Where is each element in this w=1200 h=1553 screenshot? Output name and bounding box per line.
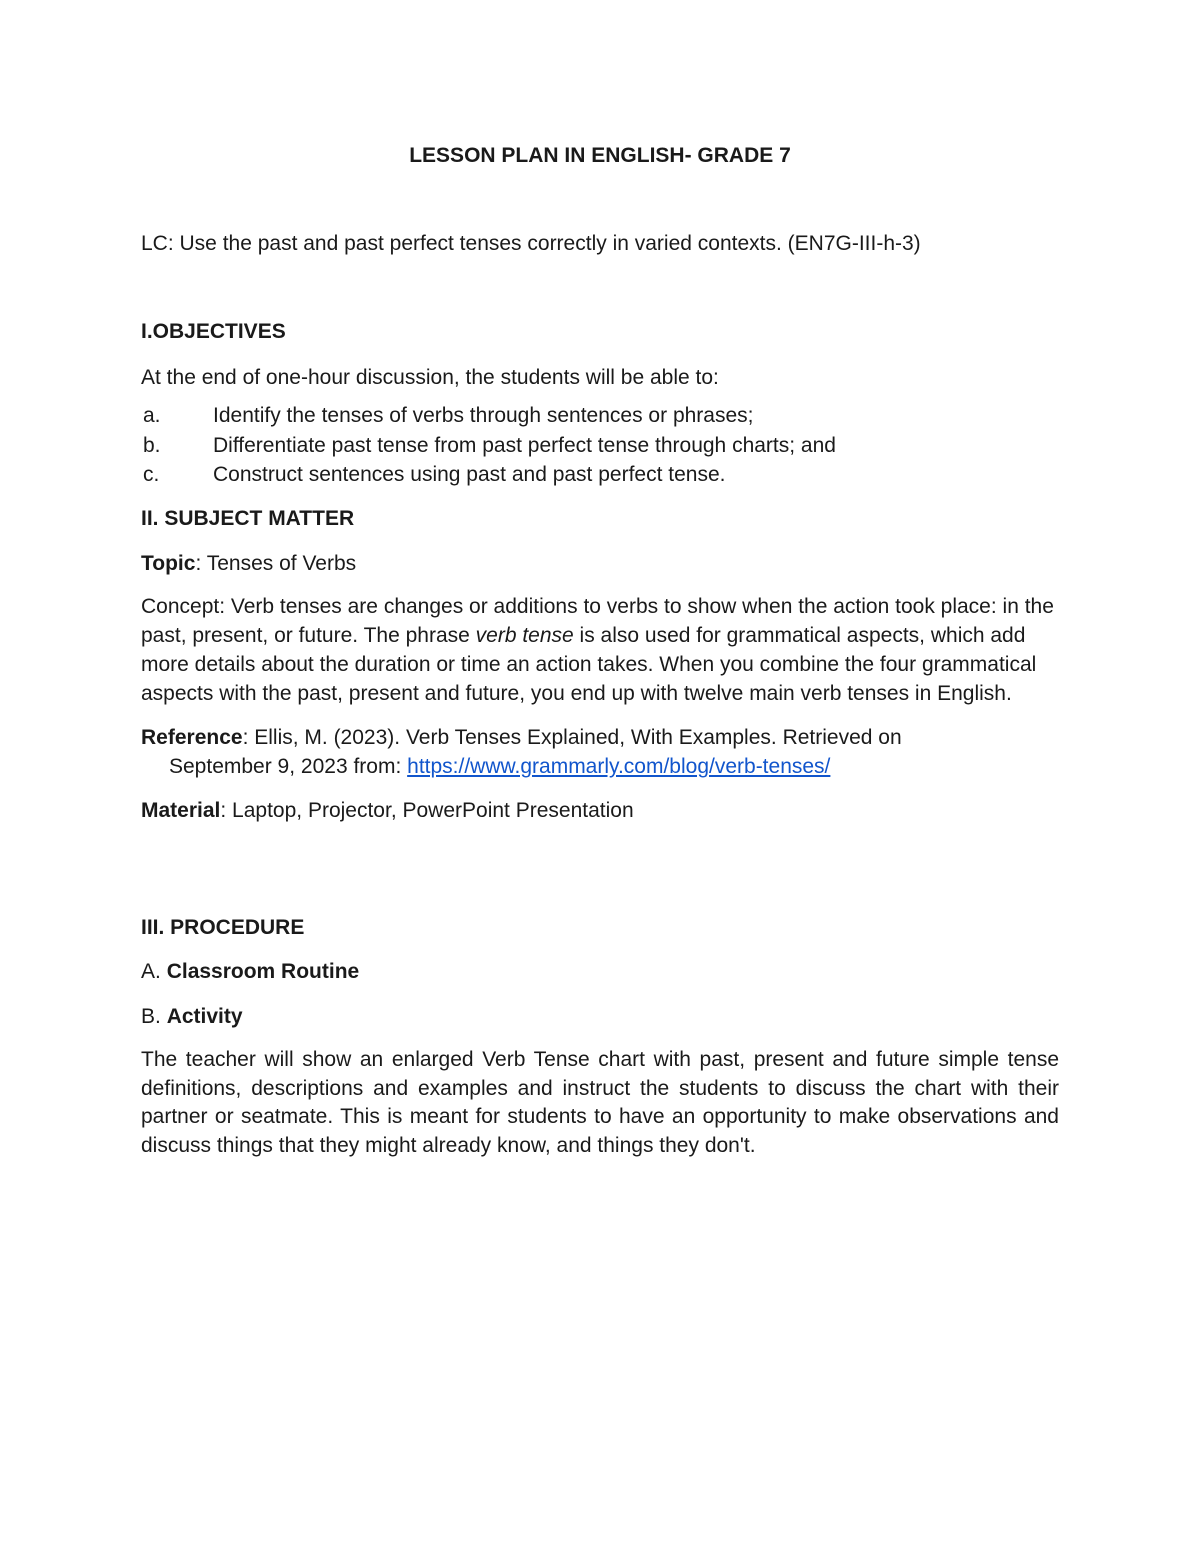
topic-value: : Tenses of Verbs (195, 552, 357, 575)
material-line (141, 796, 1059, 825)
reference-date-text: September 9, 2023 from: (169, 755, 408, 778)
topic-label: Topic (141, 552, 196, 575)
step-a-title: Classroom Routine (166, 960, 360, 983)
procedure-section (141, 913, 1059, 1161)
material-value: : Laptop, Projector, PowerPoint Presentation (220, 799, 634, 822)
list-item (141, 401, 1059, 431)
step-a-letter: A. (141, 960, 167, 983)
procedure-step-b (141, 1002, 1059, 1031)
step-b-letter: B. (141, 1005, 167, 1028)
procedure-step-a (141, 957, 1059, 986)
reference-continuation (141, 752, 1059, 781)
list-item-text: Identify the tenses of verbs through sentences or phrases; (213, 404, 754, 427)
reference-link[interactable]: https://www.grammarly.com/blog/verb-tenses/ (407, 755, 831, 778)
document-title: LESSON PLAN IN ENGLISH- GRADE 7 (409, 144, 791, 167)
reference-line (141, 723, 1059, 781)
concept-text-start: Concept: Verb tenses are changes or additions to verbs to show when the action took place: in the past, present, or future. The phrase (141, 595, 1054, 647)
objectives-intro: At the end of one-hour discussion, the students will be able to: (141, 366, 719, 389)
objectives-heading: I.OBJECTIVES (141, 320, 286, 343)
list-item (141, 460, 1059, 490)
list-item-letter: a. (143, 404, 161, 427)
document-page (141, 0, 1059, 1553)
activity-paragraph: The teacher will show an enlarged Verb Tense chart with past, present and future simple tense definitions, descriptions and examples and instruct the students to discuss the chart with their partner or seatmate. This is meant for students to have an opportunity to make observations and discuss things that they might already know, and things they don't. (141, 1048, 1059, 1158)
list-item-text: Differentiate past tense from past perfect tense through charts; and (213, 433, 836, 457)
list-item-letter: c. (143, 463, 160, 486)
list-item-text: Construct sentences using past and past perfect tense. (213, 463, 726, 486)
procedure-heading: III. PROCEDURE (141, 916, 305, 939)
concept-paragraph (141, 592, 1059, 708)
learning-competency: LC: Use the past and past perfect tenses correctly in varied contexts. (EN7G-III-h-3) (141, 232, 921, 255)
list-item-letter: b. (143, 433, 161, 457)
objectives-list (141, 401, 1059, 490)
material-label: Material (141, 799, 221, 822)
concept-text-end: is also used for grammatical aspects, which add more details about the duration or time an action takes. When you combine the four grammatical aspects with the past, present and future, you end up with twelve main verb tenses in English. (141, 624, 1037, 705)
subject-matter-section (141, 504, 1059, 825)
step-b-title: Activity (166, 1005, 243, 1028)
reference-text: : Ellis, M. (2023). Verb Tenses Explained, With Examples. Retrieved on (242, 726, 902, 749)
subject-matter-heading: II. SUBJECT MATTER (141, 507, 355, 530)
topic-line (141, 549, 1059, 578)
list-item (141, 431, 1059, 461)
reference-label: Reference (141, 726, 243, 749)
concept-italic-term: verb tense (475, 624, 574, 647)
objectives-section (141, 317, 1059, 490)
